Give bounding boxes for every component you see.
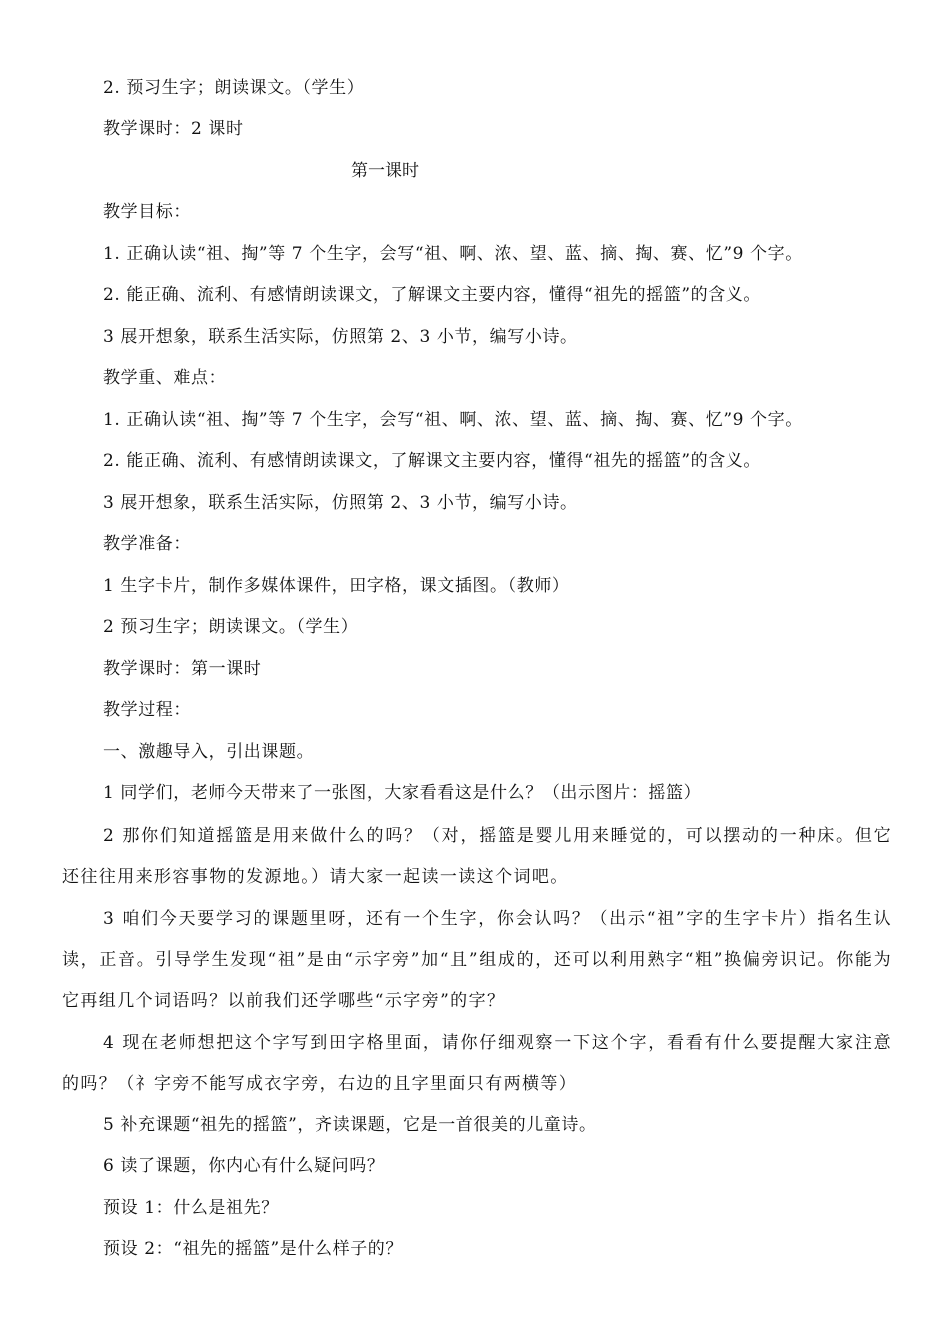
paragraph: 3 咱们今天要学习的课题里呀，还有一个生字，你会认吗？（出示“祖”字的生字卡片）指名生认读，正音。引导学生发现“祖”是由“示字旁”加“且”组成的，还可以利用熟字“粗”换偏旁识记。你能为它再组几个词语吗？以前我们还学哪些“示字旁”的字？ <box>62 909 892 1011</box>
text-line: 1 同学们，老师今天带来了一张图，大家看看这是什么？（出示图片：摇篮） <box>103 783 702 803</box>
text-line: 2. 能正确、流利、有感情朗读课文，了解课文主要内容，懂得“祖先的摇篮”的含义。 <box>103 285 762 305</box>
text-line: 教学课时：第一课时 <box>103 659 262 679</box>
text-line: 教学重、难点： <box>103 368 227 388</box>
text-line: 3 展开想象，联系生活实际，仿照第 2、3 小节，编写小诗。 <box>103 493 578 513</box>
text-line: 1 生字卡片，制作多媒体课件，田字格，课文插图。（教师） <box>103 576 570 596</box>
text-line: 教学目标： <box>103 202 191 222</box>
text-line: 1. 正确认读“祖、掏”等 7 个生字，会写“祖、啊、浓、望、蓝、摘、掏、赛、忆”9 个字。 <box>103 410 803 430</box>
text-line: 教学过程： <box>103 700 191 720</box>
text-line: 教学课时：2 课时 <box>103 119 244 139</box>
text-line: 2. 能正确、流利、有感情朗读课文，了解课文主要内容，懂得“祖先的摇篮”的含义。 <box>103 451 762 471</box>
text-line: 预设 1：什么是祖先？ <box>103 1198 279 1218</box>
text-line: 6 读了课题，你内心有什么疑问吗？ <box>103 1156 385 1176</box>
text-line: 3 展开想象，联系生活实际，仿照第 2、3 小节，编写小诗。 <box>103 327 578 347</box>
text-line: 一、激趣导入，引出课题。 <box>103 742 315 762</box>
text-line: 5 补充课题“祖先的摇篮”，齐读课题，它是一首很美的儿童诗。 <box>103 1115 597 1135</box>
text-line: 2 预习生字；朗读课文。（学生） <box>103 617 359 637</box>
section-heading: 第一课时 <box>351 161 419 181</box>
paragraph: 2 那你们知道摇篮是用来做什么的吗？（对，摇篮是婴儿用来睡觉的，可以摆动的一种床。但它还往往用来形容事物的发源地。）请大家一起读一读这个词吧。 <box>62 826 892 887</box>
text-line: 1. 正确认读“祖、掏”等 7 个生字，会写“祖、啊、浓、望、蓝、摘、掏、赛、忆”9 个字。 <box>103 244 803 264</box>
text-line: 预设 2：“祖先的摇篮”是什么样子的？ <box>103 1239 404 1259</box>
paragraph: 4 现在老师想把这个字写到田字格里面，请你仔细观察一下这个字，看看有什么要提醒大家注意的吗？（礻字旁不能写成衣字旁，右边的且字里面只有两横等） <box>62 1033 892 1094</box>
text-line: 教学准备： <box>103 534 191 554</box>
text-line: 2. 预习生字；朗读课文。（学生） <box>103 78 365 98</box>
